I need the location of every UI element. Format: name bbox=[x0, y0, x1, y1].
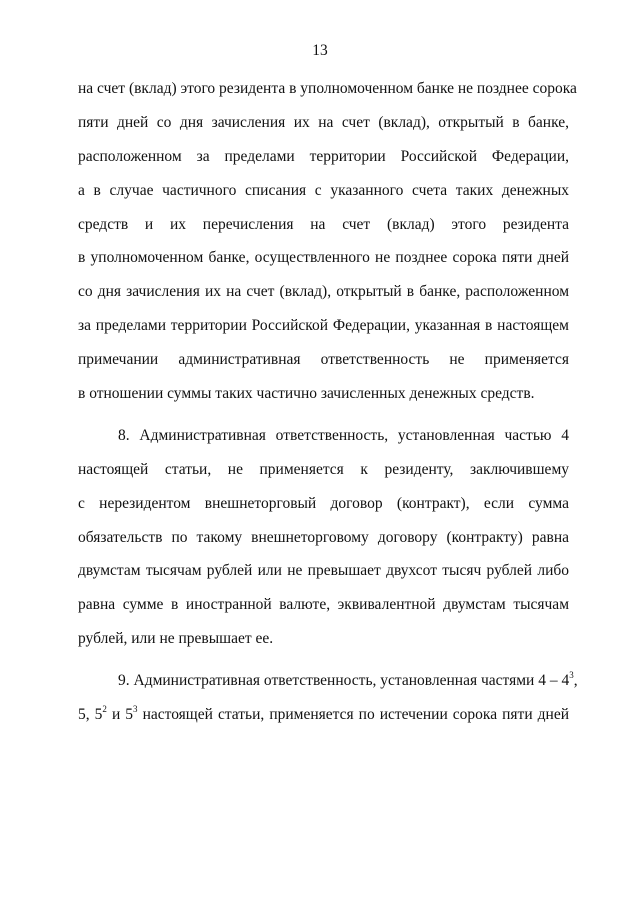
text-run: и 5 bbox=[106, 706, 134, 724]
text-line: равна сумме в иностранной валюте, эквивалентной двумстам тысячам bbox=[78, 596, 569, 614]
text-line: за пределами территории Российской Федерации, указанная в настоящем bbox=[78, 317, 569, 335]
text-line: обязательств по такому внешнеторговому договору (контракту) равна bbox=[78, 528, 569, 546]
superscript: 3 bbox=[133, 703, 138, 714]
superscript: 3 bbox=[569, 669, 574, 680]
paragraph-8 bbox=[78, 419, 569, 656]
text-line bbox=[78, 664, 578, 698]
page-number: 13 bbox=[312, 42, 328, 59]
text-line: настоящей статьи, не применяется к резиденту, заключившему bbox=[78, 460, 569, 478]
paragraph-9 bbox=[78, 664, 578, 732]
text-line: в уполномоченном банке, осуществленного не позднее сорока пяти дней bbox=[78, 249, 569, 267]
text-run: настоящей статьи, применяется по истечении сорока пяти дней bbox=[137, 706, 570, 724]
text-line: двумстам тысячам рублей или не превышает двухсот тысяч рублей либо bbox=[78, 562, 569, 580]
text-line: расположенном за пределами территории Российской Федерации, bbox=[78, 147, 569, 165]
text-line: средств и их перечисления на счет (вклад) этого резидента bbox=[78, 215, 569, 233]
text-run: 9. Административная ответственность, установленная частями 4 – 4 bbox=[118, 672, 570, 690]
text-line: рублей, или не превышает ее. bbox=[78, 630, 274, 648]
text-line bbox=[78, 698, 569, 732]
paragraph-1 bbox=[78, 72, 577, 411]
text-run: , bbox=[573, 672, 578, 690]
text-line: 8. Административная ответственность, установленная частью 4 bbox=[118, 426, 569, 444]
text-line: примечании административная ответственность не применяется bbox=[78, 351, 569, 369]
superscript: 2 bbox=[102, 703, 107, 714]
text-line: пяти дней со дня зачисления их на счет (вклад), открытый в банке, bbox=[78, 113, 569, 131]
text-line: на счет (вклад) этого резидента в уполномоченном банке не позднее сорока bbox=[78, 80, 577, 97]
text-line: в отношении суммы таких частично зачисленных денежных средств. bbox=[78, 385, 535, 403]
text-run: 5, 5 bbox=[78, 706, 103, 724]
text-line: со дня зачисления их на счет (вклад), открытый в банке, расположенном bbox=[78, 283, 569, 301]
text-line: с нерезидентом внешнеторговый договор (контракт), если сумма bbox=[78, 494, 569, 512]
text-line: а в случае частичного списания с указанного счета таких денежных bbox=[78, 181, 569, 199]
document-body bbox=[78, 72, 578, 732]
